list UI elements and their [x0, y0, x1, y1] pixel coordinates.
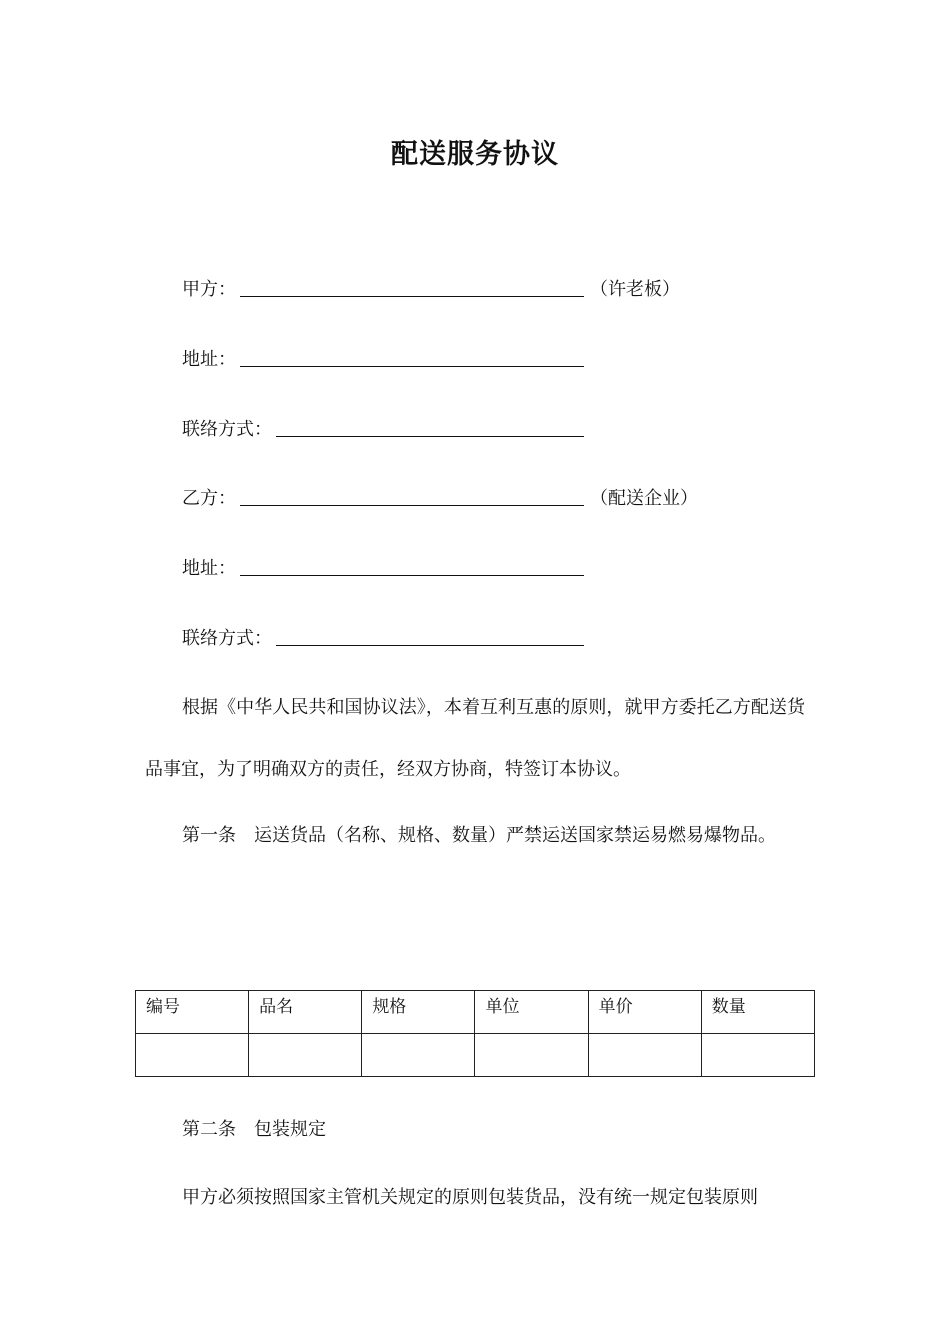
table-header-cell: 数量 [701, 991, 814, 1034]
table-cell[interactable] [249, 1034, 362, 1077]
party-a-contact-label: 联络方式： [182, 419, 272, 440]
table-cell[interactable] [701, 1034, 814, 1077]
party-b-contact-label: 联络方式： [182, 628, 272, 649]
goods-table [135, 990, 815, 1077]
party-b-note: （配送企业） [590, 488, 698, 509]
party-b-address-blank-line[interactable] [240, 575, 584, 576]
party-b-field [182, 485, 698, 513]
table-header-cell: 单价 [588, 991, 701, 1034]
table-cell[interactable] [362, 1034, 475, 1077]
article-1-paragraph: 第一条 运送货品（名称、规格、数量）严禁运送国家禁运易燃易爆物品。 [182, 825, 776, 846]
party-a-address-blank-line[interactable] [240, 366, 584, 367]
party-a-note: （许老板） [590, 279, 680, 300]
party-a-blank-line[interactable] [240, 296, 584, 297]
article-2-paragraph: 甲方必须按照国家主管机关规定的原则包装货品，没有统一规定包装原则 [182, 1187, 758, 1208]
table-header-cell: 单位 [475, 991, 588, 1034]
party-b-label: 乙方： [182, 488, 236, 509]
party-a-contact-field [182, 416, 272, 444]
party-a-field [182, 276, 680, 304]
party-b-contact-field [182, 625, 272, 653]
party-a-address-label: 地址： [182, 349, 236, 370]
table-cell[interactable] [136, 1034, 249, 1077]
table-header-cell: 规格 [362, 991, 475, 1034]
article-2-heading: 第二条 包装规定 [182, 1119, 326, 1140]
table-header-cell: 品名 [249, 991, 362, 1034]
table-header-row [136, 991, 815, 1034]
party-a-label: 甲方： [182, 279, 236, 300]
party-a-contact-blank-line[interactable] [276, 436, 584, 437]
table-cell[interactable] [588, 1034, 701, 1077]
table-header-cell: 编号 [136, 991, 249, 1034]
table-row [136, 1034, 815, 1077]
party-b-contact-blank-line[interactable] [276, 645, 584, 646]
table-cell[interactable] [475, 1034, 588, 1077]
party-b-address-label: 地址： [182, 558, 236, 579]
party-a-address-field [182, 346, 236, 374]
party-b-blank-line[interactable] [240, 505, 584, 506]
document-title: 配送服务协议 [391, 139, 559, 170]
intro-paragraph: 根据《中华人民共和国协议法》，本着互利互惠的原则，就甲方委托乙方配送货品事宜，为了明确双方的责任，经双方协商，特签订本协议。 [145, 697, 805, 780]
party-b-address-field [182, 555, 236, 583]
